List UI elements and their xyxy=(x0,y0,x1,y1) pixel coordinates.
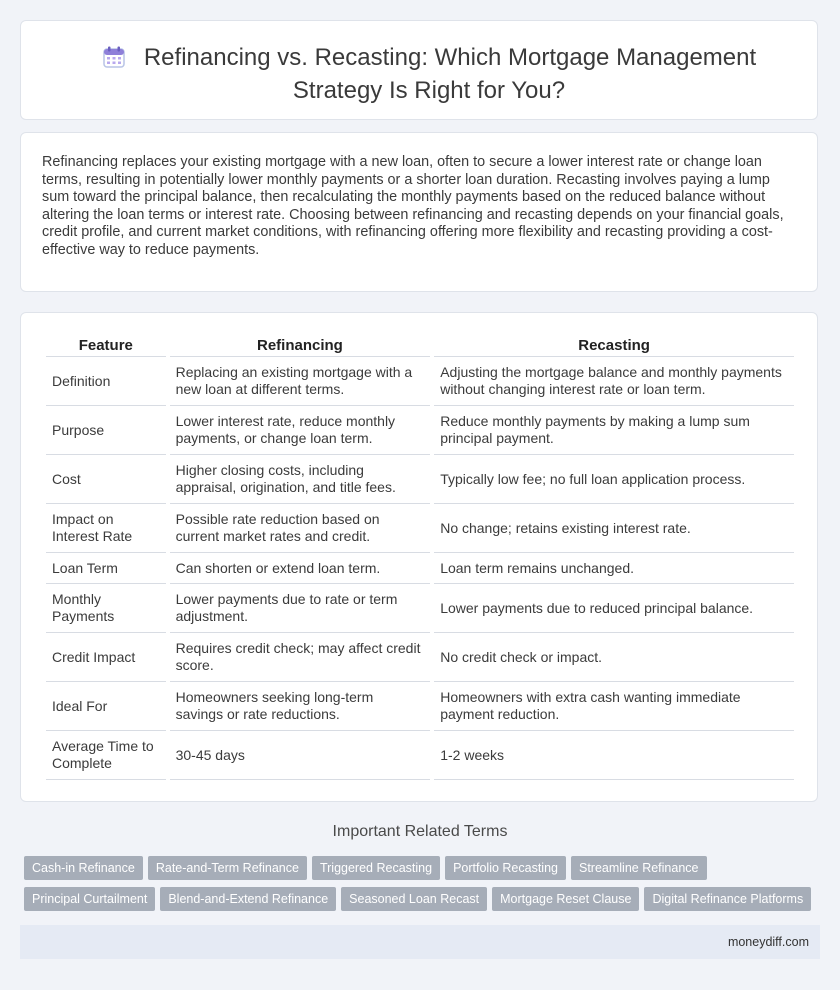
table-row xyxy=(46,633,794,682)
related-term-tag[interactable]: Triggered Recasting xyxy=(312,856,440,880)
footer-bar xyxy=(20,925,820,959)
comparison-table-card xyxy=(20,312,818,802)
recasting-cell: No change; retains existing interest rate. xyxy=(434,504,794,553)
comparison-table xyxy=(42,334,798,780)
header-feature: Feature xyxy=(46,334,166,357)
refinancing-cell: Replacing an existing mortgage with a new loan at different terms. xyxy=(170,357,431,406)
refinancing-cell: Can shorten or extend loan term. xyxy=(170,553,431,584)
related-terms-list xyxy=(24,856,824,918)
recasting-cell: 1-2 weeks xyxy=(434,731,794,780)
intro-paragraph: Refinancing replaces your existing mortgage with a new loan, often to secure a lower interest rate or change loan terms, resulting in potentially lower monthly payments or a shorter loan duration. Recasting involves paying a lump sum toward the principal balance, then recalculating the monthly payments based on the reduced balance without altering the loan terms or interest rate. Choosing between refinancing and recasting depends on your financial goals, credit profile, and current market conditions, with refinancing offering more flexibility and recasting providing a cost-effective way to reduce payments. xyxy=(42,154,784,258)
page-title: Refinancing vs. Recasting: Which Mortgage Management Strategy Is Right for You? xyxy=(143,44,757,104)
feature-cell: Definition xyxy=(46,357,166,406)
recasting-cell: No credit check or impact. xyxy=(434,633,794,682)
feature-cell: Impact on Interest Rate xyxy=(46,504,166,553)
table-row xyxy=(46,553,794,584)
refinancing-cell: Homeowners seeking long-term savings or rate reductions. xyxy=(170,682,431,731)
related-term-tag[interactable]: Digital Refinance Platforms xyxy=(644,887,811,911)
refinancing-cell: Lower payments due to rate or term adjustment. xyxy=(170,584,431,633)
recasting-cell: Lower payments due to reduced principal balance. xyxy=(434,584,794,633)
refinancing-cell: Higher closing costs, including appraisal, origination, and title fees. xyxy=(170,455,431,504)
recasting-cell: Loan term remains unchanged. xyxy=(434,553,794,584)
recasting-cell: Homeowners with extra cash wanting immediate payment reduction. xyxy=(434,682,794,731)
calendar-icon xyxy=(102,45,126,76)
related-term-tag[interactable]: Blend-and-Extend Refinance xyxy=(160,887,336,911)
feature-cell: Monthly Payments xyxy=(46,584,166,633)
feature-cell: Average Time to Complete xyxy=(46,731,166,780)
related-term-tag[interactable]: Portfolio Recasting xyxy=(445,856,566,880)
table-row xyxy=(46,357,794,406)
related-terms-title: Important Related Terms xyxy=(332,823,508,840)
refinancing-cell: 30-45 days xyxy=(170,731,431,780)
table-row xyxy=(46,504,794,553)
header-recasting: Recasting xyxy=(434,334,794,357)
related-term-tag[interactable]: Mortgage Reset Clause xyxy=(492,887,639,911)
feature-cell: Credit Impact xyxy=(46,633,166,682)
page-title-wrap xyxy=(61,43,797,105)
refinancing-cell: Lower interest rate, reduce monthly payments, or change loan term. xyxy=(170,406,431,455)
related-term-tag[interactable]: Seasoned Loan Recast xyxy=(341,887,487,911)
feature-cell: Cost xyxy=(46,455,166,504)
refinancing-cell: Possible rate reduction based on current market rates and credit. xyxy=(170,504,431,553)
related-term-tag[interactable]: Streamline Refinance xyxy=(571,856,707,880)
intro-card xyxy=(20,132,818,292)
header-card xyxy=(20,20,818,120)
table-row xyxy=(46,682,794,731)
feature-cell: Purpose xyxy=(46,406,166,455)
recasting-cell: Reduce monthly payments by making a lump sum principal payment. xyxy=(434,406,794,455)
refinancing-cell: Requires credit check; may affect credit score. xyxy=(170,633,431,682)
table-row xyxy=(46,455,794,504)
table-row xyxy=(46,731,794,780)
header-refinancing: Refinancing xyxy=(170,334,431,357)
table-header-row xyxy=(46,334,794,357)
related-term-tag[interactable]: Principal Curtailment xyxy=(24,887,155,911)
feature-cell: Loan Term xyxy=(46,553,166,584)
recasting-cell: Typically low fee; no full loan application process. xyxy=(434,455,794,504)
table-row xyxy=(46,584,794,633)
footer-site-link[interactable]: moneydiff.com xyxy=(727,935,809,949)
related-term-tag[interactable]: Rate-and-Term Refinance xyxy=(148,856,307,880)
recasting-cell: Adjusting the mortgage balance and monthly payments without changing interest rate or loan term. xyxy=(434,357,794,406)
table-row xyxy=(46,406,794,455)
related-term-tag[interactable]: Cash-in Refinance xyxy=(24,856,143,880)
feature-cell: Ideal For xyxy=(46,682,166,731)
